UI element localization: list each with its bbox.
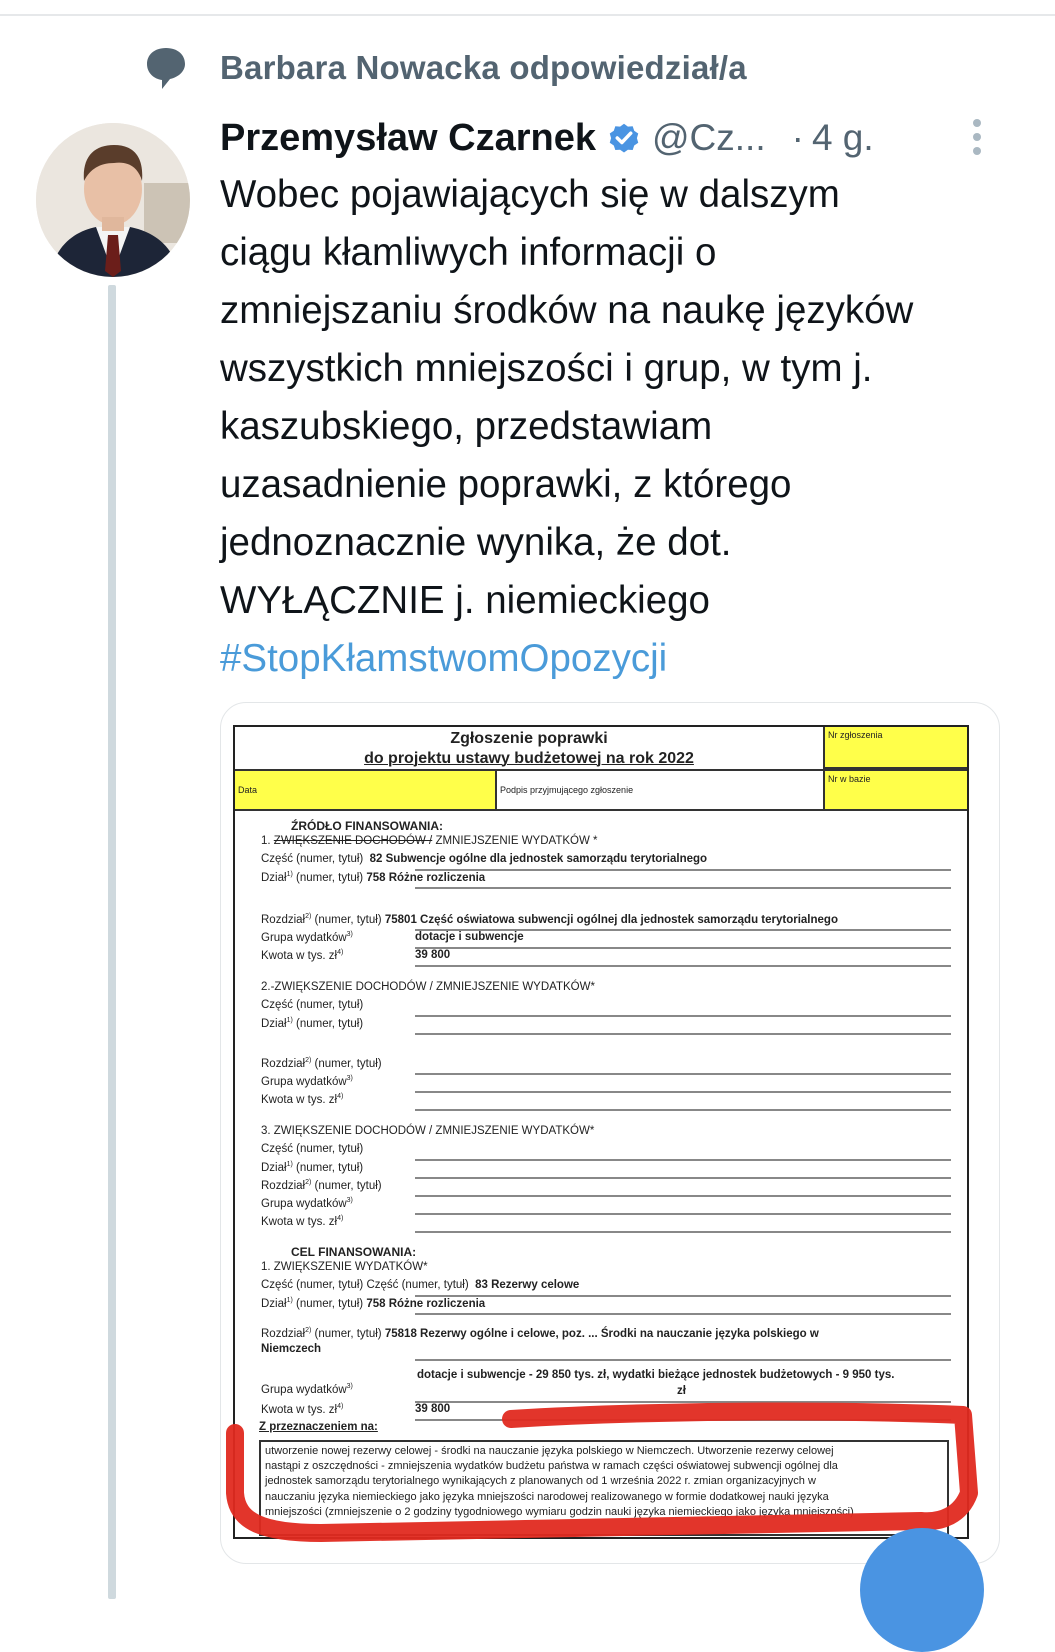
author-display-name[interactable]: Przemysław Czarnek [220,116,596,159]
zrodlo-header: ŹRÓDŁO FINANSOWANIA: [291,819,443,833]
tweet-text-line: kaszubskiego, przedstawiam [220,405,713,448]
form-meta-row [235,769,967,811]
c1-rozdzial: Rozdział$^{2)}$ (numer, tytuł) 75818 Rezerwy ogólne i celowe, poz. ... Środki na nauczanie języka polskiego w [261,1327,819,1340]
tweet-header [220,112,874,164]
avatar[interactable] [36,123,190,277]
budget-amendment-form [233,725,969,1539]
separator-dot: · [791,117,804,158]
s1-kwota: Kwota w tys. $zł^{4)}$ [261,949,344,962]
tweet-text [220,166,1020,688]
s3-grupa: Grupa wydatków$^{3)}$ [261,1197,353,1210]
social-context[interactable] [146,46,747,90]
purpose-line: jednostek samorządu terytorialnego wynikających z planowanych od 1 września 2022 r. zmian organizacyjnych w [265,1475,816,1488]
purpose-line: utworzenie nowej rezerwy celowej - środki na nauczanie języka polskiego w Niemczech. Utworzenie rezerwy celowej [265,1445,834,1457]
form-title [235,727,823,771]
tweet-media-image[interactable] [220,702,1000,1564]
purpose-line: nastąpi z oszczędności - zmniejszenia wydatków budżetu państwa w ramach części oświatowej subwencji ogólnej dla [265,1460,838,1473]
tweet-text-line: zmniejszaniu środków na naukę języków [220,289,914,332]
s2-heading: 2.-ZWIĘKSZENIE DOCHODÓW / ZMNIEJSZENIE WYDATKÓW* [261,981,595,993]
s1-kwota-value: 39 800 [415,949,451,961]
s3-dzial: Dział$^{1)}$ (numer, tytuł) [261,1161,364,1174]
c1-dzial: Dział$^{1)}$ (numer, tytuł) 758 Różne rozliczenia [261,1297,486,1310]
signature-cell: Podpis przyjmującego zgłoszenie [500,785,634,795]
author-handle[interactable]: @Cz... [651,117,766,158]
c1-grupa-value: dotacje i subwencje - 29 850 tys. zł, wydatki bieżące jednostek budżetowych - 9 950 tys. [417,1369,895,1381]
c1-heading: 1. ZWIĘKSZENIE WYDATKÓW* [261,1261,428,1273]
c1-grupa-value-l2: zł [677,1385,686,1397]
social-context-text: Barbara Nowacka odpowiedział/a [220,49,747,86]
tweet-timestamp[interactable]: 4 g. [811,117,874,158]
nr-w-bazie-cell: Nr w bazie [823,771,967,809]
s1-grupa: Grupa wydatków$^{3)}$ [261,931,353,944]
s2-czesc: Część (numer, tytuł) [261,999,364,1011]
tweet-text-line: wszystkich mniejszości i grup, w tym j. [220,347,873,390]
s1-dzial: Dział$^{1)}$ (numer, tytuł) 758 Różne rozliczenia [261,871,486,884]
tweet-text-line: Wobec pojawiających się w dalszym [220,173,840,216]
purpose-line: mniejszości (zmniejszenie o 2 godziny tygodniowego wymiaru godzin nauki języka niemieckiego jako języka mniejszości) [265,1505,854,1518]
s3-kwota: Kwota w tys. $zł^{4)}$ [261,1215,344,1228]
s3-heading: 3. ZWIĘKSZENIE DOCHODÓW / ZMNIEJSZENIE WYDATKÓW* [261,1125,595,1137]
s1-czesc: Część (numer, tytuł) 82 Subwencje ogólne dla jednostek samorządu terytorialnego [261,853,708,865]
nr-zgloszenia-cell: Nr zgłoszenia [823,727,967,769]
form-title-line1: Zgłoszenie poprawki [450,730,608,747]
s2-kwota: Kwota w tys. $zł^{4)}$ [261,1093,344,1106]
tweet-text-line: ciągu kłamliwych informacji o [220,231,717,274]
s2-grupa: Grupa wydatków$^{3)}$ [261,1075,353,1088]
cel-header: CEL FINANSOWANIA: [291,1245,417,1259]
compose-fab-icon[interactable] [860,1528,984,1652]
purpose-text-box [259,1440,949,1536]
s1-grupa-value: dotacje i subwencje [415,931,524,943]
tweet-text-line: WYŁĄCZNIE j. niemieckiego [220,579,710,622]
thread-line [108,285,116,1599]
avatar-photo [36,123,190,277]
s3-rozdzial: Rozdział$^{2)}$ (numer, tytuł) [261,1179,382,1192]
purpose-line: nauczaniu języka niemieckiego jako języka mniejszości narodowej realizowanego w formie dodatkowej nauki języka [265,1490,829,1503]
s2-dzial: Dział$^{1)}$ (numer, tytuł) [261,1017,364,1030]
tweet-text-line: uzasadnienie poprawki, z którego [220,463,792,506]
tweet-text-line: jednoznacznie wynika, że dot. [220,521,732,564]
s2-rozdzial: Rozdział$^{2)}$ (numer, tytuł) [261,1057,382,1070]
top-divider [0,14,1055,16]
date-cell: Data [235,771,497,809]
hashtag-link[interactable]: #StopKłamstwomOpozycji [220,637,668,680]
przeznaczenie-label: Z przeznaczeniem na: [259,1421,378,1433]
reply-bubble-icon [146,46,186,90]
c1-czesc: Część (numer, tytuł) Część (numer, tytuł) 83 Rezerwy celowe [261,1279,580,1291]
s1-heading: 1. ZWIĘKSZENIE DOCHODÓW / ZMNIEJSZENIE WYDATKÓW * [261,835,598,847]
verified-badge-icon [606,120,642,156]
s1-rozdzial: Rozdział$^{2)}$ (numer, tytuł) 75801 Część oświatowa subwencji ogólnej dla jednostek samorządu terytorialnego [261,913,838,926]
more-vertical-icon[interactable] [970,118,984,156]
c1-kwota-value: 39 800 [415,1403,451,1415]
s3-czesc: Część (numer, tytuł) [261,1143,364,1155]
c1-kwota: Kwota w tys. $zł^{4)}$ [261,1403,344,1416]
c1-grupa: Grupa wydatków$^{3)}$ [261,1383,353,1396]
form-title-line2: do projektu ustawy budżetowej na rok 2022 [364,750,694,767]
c1-rozdzial-l2: Niemczech [261,1343,322,1355]
